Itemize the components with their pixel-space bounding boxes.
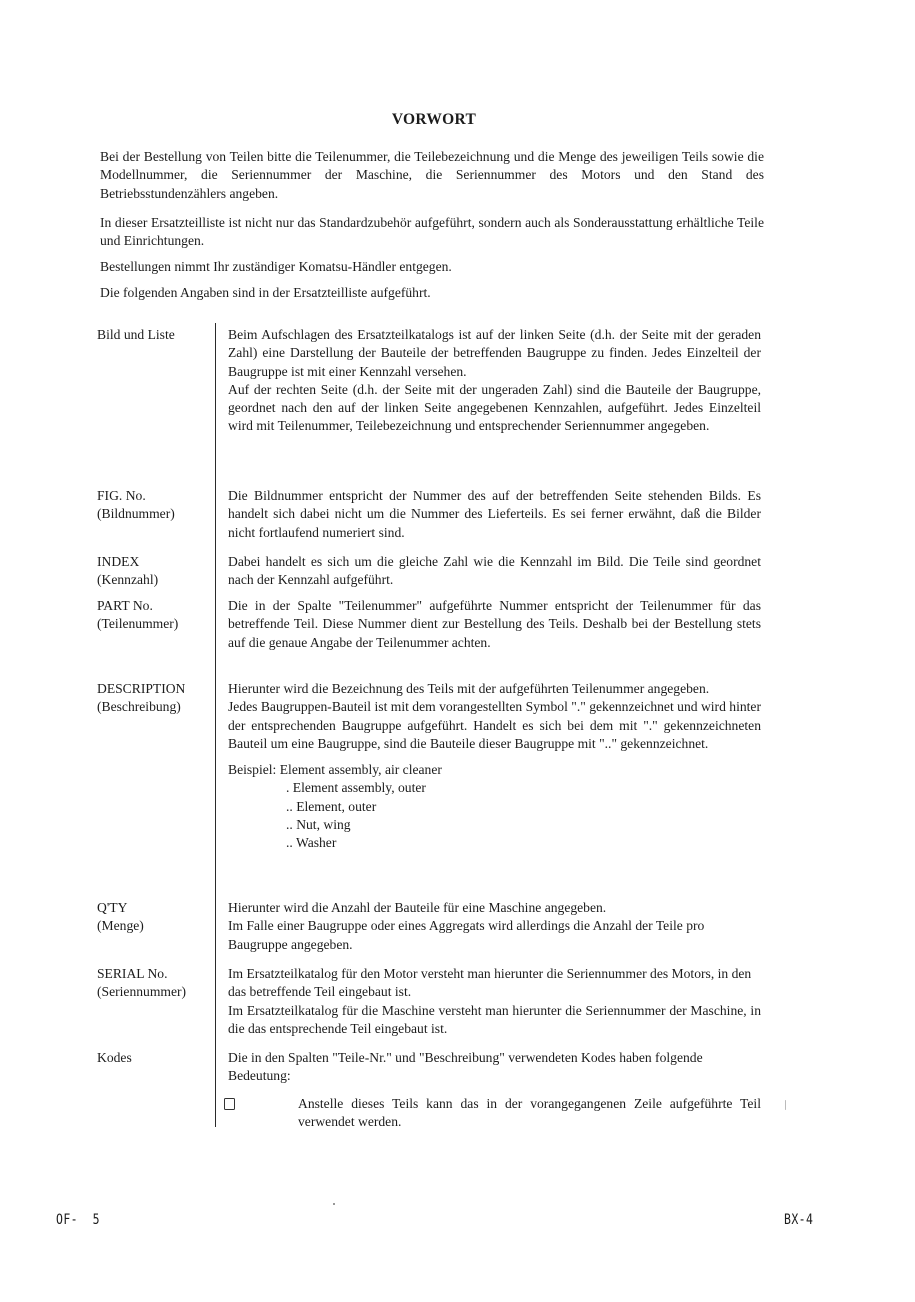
definition-text: Im Ersatzteilkatalog für den Motor versteht man hierunter die Seriennummer des Motors, in den das betreffende Teil eingebaut ist. Im Ersatzteilkatalog für die Maschine versteht man hierunter die Seriennummer der Maschine, in die das entsprechende Teil eingebaut ist. — [228, 966, 761, 1036]
example-prefix: Beispiel: — [228, 762, 277, 778]
definition-label: SERIAL No. (Seriennummer) — [97, 966, 187, 1000]
example-line: .. Washer — [286, 835, 337, 851]
column-divider — [215, 323, 216, 1127]
footer-page-number: OF- 5 — [56, 1212, 100, 1228]
code-description: Anstelle dieses Teils kann das in der vorangegangenen Zeile aufgeführte Teil verwendet werden. — [298, 1095, 761, 1129]
example-list — [228, 761, 761, 852]
definition-label: INDEX (Kennzahl) — [97, 554, 159, 588]
footer-model-code: BX-4 — [784, 1212, 814, 1228]
example-line: .. Element, outer — [286, 798, 377, 814]
definition-text: Die in den Spalten "Teile-Nr." und "Beschreibung" verwendeten Kodes haben folgende Bedeutung: Anstelle dieses Teils kann das in der vorangegangenen Zeile aufgeführte Teil verwendet werden. — [228, 1049, 761, 1131]
definition-label: Q'TY (Menge) — [97, 900, 144, 934]
definition-label: FIG. No. (Bildnummer) — [97, 488, 175, 522]
intro-paragraph-2: In dieser Ersatzteilliste ist nicht nur das Standardzubehör aufgeführt, sondern auch als Sonderausstattung erhältliche Teile und Einrichtungen. — [100, 215, 764, 249]
definition-text: Die in der Spalte "Teilenummer" aufgeführte Nummer entspricht der Teilenummer für das betreffende Teil. Diese Nummer dient zur Bestellung des Teils. Deshalb bei der Bestellung stets auf die genaue Angabe der Teilenummer achten. — [228, 598, 761, 650]
definition-label: Bild und Liste — [97, 327, 175, 342]
example-line: Element assembly, air cleaner — [279, 762, 442, 778]
intro-paragraph-4: Die folgenden Angaben sind in der Ersatzteilliste aufgeführt. — [100, 285, 431, 300]
definition-label: DESCRIPTION (Beschreibung) — [97, 681, 186, 715]
code-entry — [228, 1095, 761, 1132]
definition-text: Beim Aufschlagen des Ersatzteilkatalogs ist auf der linken Seite (d.h. der Seite mit der geraden Zahl) eine Darstellung der Bauteile der betreffenden Baugruppe zu finden. Jedes Einzelteil der Baugruppe ist mit einer Kennzahl versehen. Auf der rechten Seite (d.h. der Seite mit der ungeraden Zahl) sind die Bauteile der Baugruppe, geordnet nach den auf der linken Seite angegebenen Kennzahlen, aufgeführt. Jedes Einzelteil wird mit Teilenummer, Teilebezeichnung und entsprechender Seriennummer angegeben. — [228, 327, 761, 434]
example-line: . Element assembly, outer — [286, 780, 426, 796]
scan-speck — [333, 1203, 335, 1205]
definition-text: Die Bildnummer entspricht der Nummer des auf der betreffenden Seite stehenden Bilds. Es handelt sich dabei nicht um die Nummer des Lieferteils. Es sei ferner erwähnt, daß die Bilder nicht fortlaufend numeriert sind. — [228, 488, 761, 540]
definition-label: PART No. (Teilenummer) — [97, 598, 179, 632]
example-line: .. Nut, wing — [286, 817, 351, 833]
definition-text: Hierunter wird die Anzahl der Bauteile für eine Maschine angegeben. Im Falle einer Baugruppe oder eines Aggregats wird allerdings die Anzahl der Teile pro Baugruppe angegeben. — [228, 900, 705, 952]
definition-label: Kodes — [97, 1050, 132, 1065]
scan-speck — [785, 1100, 786, 1110]
page-title: VORWORT — [391, 111, 477, 128]
definition-text: Hierunter wird die Bezeichnung des Teils mit der aufgeführten Teilenummer angegeben. Jedes Baugruppen-Bauteil ist mit dem vorangestellten Symbol "." gekennzeichnet und wird hinter der entsprechenden Baugruppe aufgeführt. Handelt es sich bei dem mit "." gekennzeichneten Bauteil um eine Baugruppe, sind die Bauteile dieser Baugruppe mit ".." gekennzeichnet. Beispiel: Element assembly, air cleaner . Element assembly, outer .. Element, outer .. Nut, wing .. Washer — [228, 680, 761, 853]
intro-paragraph-1: Bei der Bestellung von Teilen bitte die Teilenummer, die Teilebezeichnung und die Menge des jeweiligen Teils sowie die Modellnummer, die Seriennummer der Maschine, die Seriennummer des Motors und den Stand des Betriebsstundenzählers angeben. — [100, 149, 764, 201]
definition-text: Dabei handelt es sich um die gleiche Zahl wie die Kennzahl im Bild. Die Teile sind geordnet nach der Kennzahl aufgeführt. — [228, 554, 761, 588]
intro-paragraph-3: Bestellungen nimmt Ihr zuständiger Komatsu-Händler entgegen. — [100, 259, 452, 274]
checkbox-square-icon — [224, 1098, 235, 1110]
